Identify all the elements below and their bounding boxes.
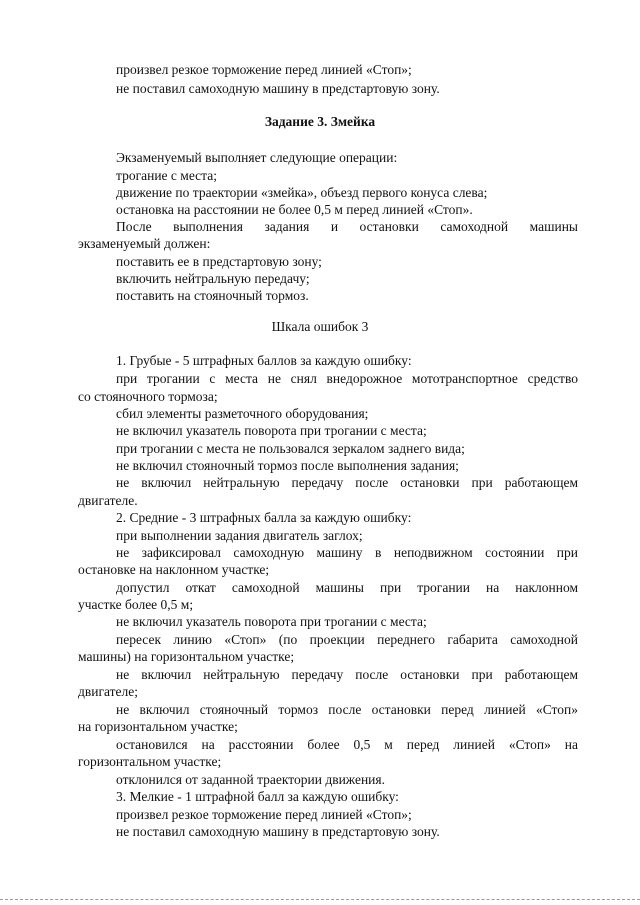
text-line: поставить на стояночный тормоз. xyxy=(116,288,309,303)
text-line: 1. Грубые - 5 штрафных баллов за каждую ошибку: xyxy=(116,353,412,368)
text-line: произвел резкое торможение перед линией «Стоп»; xyxy=(116,62,412,77)
text-line: не включил стояночный тормоз после остановки перед линией «Стоп» xyxy=(116,702,578,717)
text-line: отклонился от заданной траектории движения. xyxy=(116,772,385,787)
text-line: экзаменуемый должен: xyxy=(78,236,211,251)
text-line: не поставил самоходную машину в предстартовую зону. xyxy=(116,824,440,839)
text-line: не включил указатель поворота при трогании с места; xyxy=(116,423,427,438)
text-line: произвел резкое торможение перед линией «Стоп»; xyxy=(116,807,412,822)
text-line: движение по траектории «змейка», объезд первого конуса слева; xyxy=(116,185,488,200)
text-line: 3. Мелкие - 1 штрафной балл за каждую ошибку: xyxy=(116,789,399,804)
text-line: двигателе. xyxy=(78,493,138,508)
text-line: допустил откат самоходной машины при трогании на наклонном xyxy=(116,580,578,595)
text-line: пересек линию «Стоп» (по проекции переднего габарита самоходной xyxy=(116,632,578,647)
text-line: не зафиксировал самоходную машину в неподвижном состоянии при xyxy=(116,545,578,560)
text-line: остановился на расстоянии более 0,5 м перед линией «Стоп» на xyxy=(116,737,578,752)
text-line: не поставил самоходную машину в предстартовую зону. xyxy=(116,81,440,96)
text-line: поставить ее в предстартовую зону; xyxy=(116,254,322,269)
text-line: не включил указатель поворота при трогании с места; xyxy=(116,614,427,629)
text-line: Экзаменуемый выполняет следующие операции: xyxy=(116,150,398,165)
text-line: на горизонтальном участке; xyxy=(78,719,238,734)
text-line: участке более 0,5 м; xyxy=(78,597,194,612)
text-line: сбил элементы разметочного оборудования; xyxy=(116,406,369,421)
text-line: машины) на горизонтальном участке; xyxy=(78,649,295,664)
text-line: остановке на наклонном участке; xyxy=(78,562,270,577)
text-line: при трогании с места не снял внедорожное мототранспортное средство xyxy=(116,371,578,386)
text-line: трогание с места; xyxy=(116,168,217,183)
text-line: двигателе; xyxy=(78,684,139,699)
subsection-heading: Шкала ошибок 3 xyxy=(271,319,369,334)
scan-edge-divider xyxy=(0,899,640,901)
text-line: не включил нейтральную передачу после остановки при работающем xyxy=(116,475,578,490)
text-line: не включил нейтральную передачу после остановки при работающем xyxy=(116,667,578,682)
text-line: После выполнения задания и остановки самоходной машины xyxy=(116,219,578,234)
section-heading: Задание 3. Змейка xyxy=(264,114,376,129)
text-line: не включил стояночный тормоз после выполнения задания; xyxy=(116,458,459,473)
text-line: при трогании с места не пользовался зеркалом заднего вида; xyxy=(116,441,465,456)
text-line: включить нейтральную передачу; xyxy=(116,271,310,286)
text-line: при выполнении задания двигатель заглох; xyxy=(116,528,363,543)
text-line: остановка на расстоянии не более 0,5 м перед линией «Стоп». xyxy=(116,202,473,217)
text-line: 2. Средние - 3 штрафных балла за каждую ошибку: xyxy=(116,510,412,525)
text-line: со стояночного тормоза; xyxy=(78,389,218,404)
text-line: горизонтальном участке; xyxy=(78,754,222,769)
